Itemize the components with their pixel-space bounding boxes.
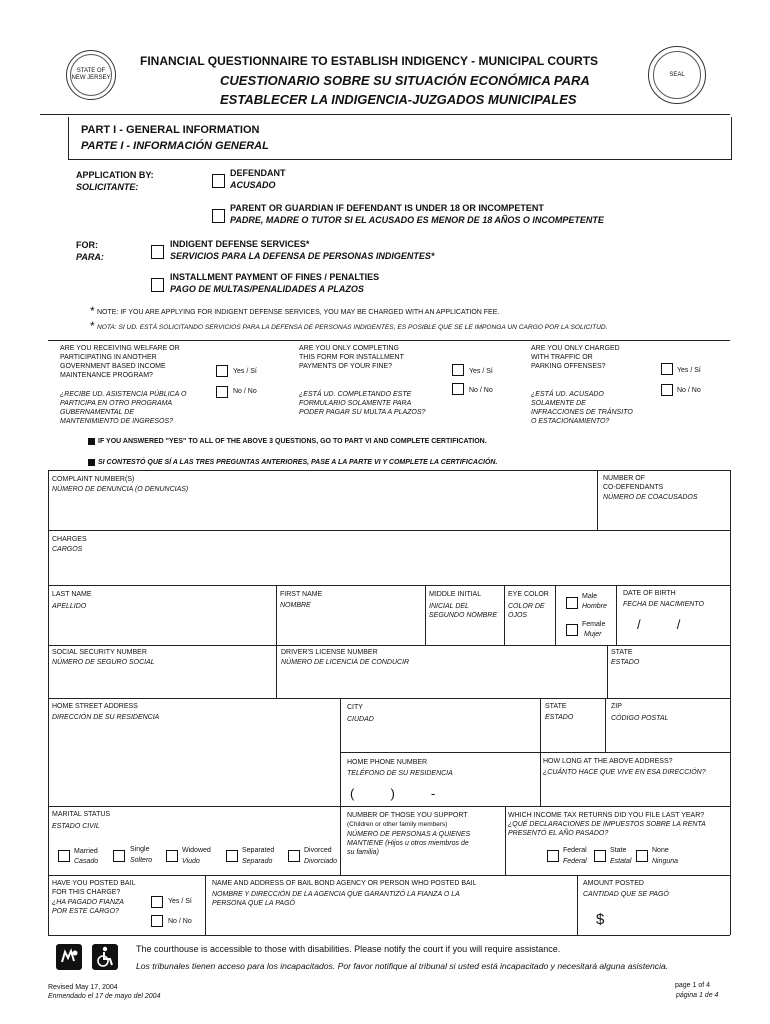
bullet-icon [88,438,95,445]
divorced-label-es: Divorciado [304,858,338,865]
welfare-no-checkbox[interactable] [216,386,228,398]
revised-date-es: Enmendado el 17 de mayo del 2004 [48,993,161,1000]
support-label: NUMBER OF THOSE YOU SUPPORT [347,812,468,819]
none-tax-label: None [652,847,669,854]
traffic-no-checkbox[interactable] [661,384,673,396]
welfare-question-es: ¿RECIBE UD. ASISTENCIA PÚBLICA O PARTICIPA EN OTRO PROGRAMA GUBERNAMENTAL DE MANTENIMIENTO DE INGRESOS? [60,391,187,425]
none-tax-label-es: Ninguna [652,858,679,865]
tax-label: WHICH INCOME TAX RETURNS DID YOU FILE LAST YEAR? [508,812,705,819]
married-checkbox[interactable] [58,850,70,862]
installment-question: ARE YOU ONLY COMPLETING THIS FORM FOR INSTALLMENT PAYMENTS OF YOUR FINE? [299,345,404,370]
installment-yes-checkbox[interactable] [452,364,464,376]
divider [504,585,505,645]
note-asterisk: * [90,304,95,318]
eye-color-label-es: COLOR DE OJOS [508,603,545,619]
female-label: Female [582,621,606,628]
traffic-question-es: ¿ESTÁ UD. ACUSADO SOLAMENTE DE INFRACCIONES DE TRÁNSITO O ESTACIONAMIENTO? [531,391,633,425]
single-label-es: Soltero [130,857,153,864]
divider [48,470,730,471]
installment-payment-label: INSTALLMENT PAYMENT OF FINES / PENALTIES [170,272,380,282]
form-title-es-2: ESTABLECER LA INDIGENCIA-JUZGADOS MUNICIPALES [220,92,577,107]
divorced-checkbox[interactable] [288,850,300,862]
state-label: STATE [545,703,567,710]
court-seal-logo [648,46,706,104]
page-number: page 1 of 4 [675,982,711,989]
defendant-label: DEFENDANT [230,168,286,178]
widowed-label-es: Viudo [182,858,200,865]
amount-posted-label-es: CANTIDAD QUE SE PAGÓ [583,891,669,898]
dl-state-label-es: ESTADO [611,659,640,666]
divider [616,585,617,645]
divorced-label: Divorced [304,847,332,854]
yes-instruction: IF YOU ANSWERED "YES" TO ALL OF THE ABOVE 3 QUESTIONS, GO TO PART VI AND COMPLETE CERTIFICATION. [98,438,487,445]
divider [48,530,730,531]
part1-title-es: PARTE I - INFORMACIÓN GENERAL [81,140,269,152]
amount-posted-label: AMOUNT POSTED [583,880,644,887]
dob-label-es: FECHA DE NACIMIENTO [623,601,704,608]
note-asterisk-es: * [90,319,95,333]
female-checkbox[interactable] [566,624,578,636]
federal-label: Federal [563,847,587,854]
middle-initial-label: MIDDLE INITIAL [429,591,482,598]
traffic-question: ARE YOU ONLY CHARGED WITH TRAFFIC OR PARKING OFFENSES? [531,345,620,370]
application-label-es: SOLICITANTE: [76,182,139,192]
male-label: Male [582,593,598,600]
last-name-label-es: APELLIDO [52,603,87,610]
single-checkbox[interactable] [113,850,125,862]
address-label-es: DIRECCIÓN DE SU RESIDENCIA [52,714,160,721]
installment-yes-label: Yes / Sí [469,368,493,375]
installment-no-checkbox[interactable] [452,383,464,395]
form-title: FINANCIAL QUESTIONNAIRE TO ESTABLISH INDIGENCY - MUNICIPAL COURTS [140,54,599,68]
bail-label-es: ¿HA PAGADO FIANZA POR ESTE CARGO? [52,899,124,915]
divider [48,806,730,807]
defendant-checkbox[interactable] [212,174,225,188]
sign-language-icon [56,944,82,970]
installment-no-label: No / No [469,387,493,394]
yes-instruction-es: SI CONTESTÓ QUE SÍ A LAS TRES PREGUNTAS ANTERIORES, PASE A LA PARTE VI Y COMPLETE LA CERTIFICACIÓN. [98,459,498,466]
indigent-defense-label: INDIGENT DEFENSE SERVICES* [170,239,310,249]
for-label-es: PARA: [76,252,104,262]
charges-label: CHARGES [52,536,87,543]
none-tax-checkbox[interactable] [636,850,648,862]
welfare-question: ARE YOU RECEIVING WELFARE OR PARTICIPATING IN ANOTHER GOVERNMENT BASED INCOME MAINTENANCE PROGRAM? [60,345,180,379]
parent-guardian-checkbox[interactable] [212,209,225,223]
divider [48,645,730,646]
dollar-sign: $ [596,911,605,928]
single-label: Single [130,846,150,853]
divider [276,585,277,698]
separated-checkbox[interactable] [226,850,238,862]
divider [48,470,49,935]
complaint-label: COMPLAINT NUMBER(S) [52,476,135,483]
support-label-es: NÚMERO DE PERSONAS A QUIENES MANTIENE (Hijos u otros miembros de su familia) [347,831,471,856]
divider [540,698,541,806]
how-long-label-es: ¿CUÁNTO HACE QUE VIVE EN ESA DIRECCIÓN? [543,769,706,776]
phone-format: ( ) - [350,786,436,801]
revised-date: Revised May 17, 2004 [48,984,118,991]
indigent-defense-checkbox[interactable] [151,245,164,259]
married-label-es: Casado [74,858,99,865]
bail-agency-label: NAME AND ADDRESS OF BAIL BOND AGENCY OR PERSON WHO POSTED BAIL [212,880,477,887]
indigent-defense-label-es: SERVICIOS PARA LA DEFENSA DE PERSONAS INDIGENTES* [170,251,435,261]
part1-title: PART I - GENERAL INFORMATION [81,124,260,136]
divider [48,698,730,699]
installment-question-es: ¿ESTÁ UD. COMPLETANDO ESTE FORMULARIO SOLAMENTE PARA PODER PAGAR SU MULTA A PLAZOS? [299,391,426,416]
form-title-es-1: CUESTIONARIO SOBRE SU SITUACIÓN ECONÓMICA PARA [220,73,590,88]
parent-guardian-label: PARENT OR GUARDIAN IF DEFENDANT IS UNDER 18 OR INCOMPETENT [230,203,544,213]
seal-right-text: SEAL [653,51,701,99]
page-number-es: página 1 de 4 [676,992,719,999]
divider [48,935,730,936]
codefendants-label: NUMBER OF CO-DEFENDANTS [603,475,664,491]
state-tax-label: State [610,847,627,854]
female-label-es: Mujer [584,631,602,638]
application-label: APPLICATION BY: [76,170,154,180]
note-text: NOTE: IF YOU ARE APPLYING FOR INDIGENT DEFENSE SERVICES, YOU MAY BE CHARGED WITH AN APPLICATION FEE. [97,309,500,316]
state-seal-logo [66,50,116,100]
dl-label-es: NÚMERO DE LICENCIA DE CONDUCIR [281,659,410,666]
last-name-label: LAST NAME [52,591,92,598]
dl-state-label: STATE [611,649,633,656]
part1-header [68,117,732,160]
charges-label-es: CARGOS [52,546,83,553]
traffic-yes-label: Yes / Sí [677,367,701,374]
bail-yes-label: Yes / Sí [168,898,192,905]
male-checkbox[interactable] [566,597,578,609]
divider [40,114,730,115]
divider [48,875,730,876]
first-name-label-es: NOMBRE [280,602,311,609]
divider [577,875,578,935]
accessibility-notice: The courthouse is accessible to those with disabilities. Please notify the court if you will require assistance. [136,944,561,954]
address-label: HOME STREET ADDRESS [52,703,138,710]
first-name-label: FIRST NAME [280,591,323,598]
separated-label: Separated [242,847,275,854]
phone-label-es: TELÉFONO DE SU RESIDENCIA [347,770,453,777]
traffic-no-label: No / No [677,387,701,394]
state-label-es: ESTADO [545,714,574,721]
divider [205,875,206,935]
bail-no-checkbox[interactable] [151,915,163,927]
separated-label-es: Separado [242,858,273,865]
divider [340,752,730,753]
divider [505,806,506,875]
welfare-yes-label: Yes / Sí [233,368,257,375]
for-label: FOR: [76,240,98,250]
ssn-label: SOCIAL SECURITY NUMBER [52,649,147,656]
dob-label: DATE OF BIRTH [623,590,676,597]
how-long-label: HOW LONG AT THE ABOVE ADDRESS? [543,758,673,765]
divider [605,698,606,752]
divider [607,645,608,698]
dl-label: DRIVER'S LICENSE NUMBER [281,649,378,656]
eye-color-label: EYE COLOR [508,591,549,598]
codefendants-label-es: NÚMERO DE COACUSADOS [603,494,698,501]
middle-initial-label-es: INICIAL DEL SEGUNDO NOMBRE [429,603,498,619]
tax-label-es: ¿QUÉ DECLARACIONES DE IMPUESTOS SOBRE LA RENTA PRESENTÓ EL AÑO PASADO? [508,821,706,837]
zip-label-es: CÓDIGO POSTAL [611,715,669,722]
seal-left-text: STATE OF NEW JERSEY [70,54,112,96]
city-label-es: CIUDAD [347,716,374,723]
wheelchair-icon [92,944,118,970]
zip-label: ZIP [611,703,622,710]
widowed-label: Widowed [182,847,211,854]
dob-separators: / / [637,617,681,632]
ssn-label-es: NÚMERO DE SEGURO SOCIAL [52,659,155,666]
installment-payment-checkbox[interactable] [151,278,164,292]
complaint-label-es: NÚMERO DE DENUNCIA (O DENUNCIAS) [52,486,189,493]
divider [48,340,730,341]
divider [425,585,426,645]
city-label: CITY [347,704,363,711]
traffic-yes-checkbox[interactable] [661,363,673,375]
widowed-checkbox[interactable] [166,850,178,862]
married-label: Married [74,848,98,855]
male-label-es: Hombre [582,603,607,610]
state-tax-label-es: Estatal [610,858,632,865]
bail-yes-checkbox[interactable] [151,896,163,908]
divider [555,585,556,645]
note-text-es: NOTA: SI UD. ESTÁ SOLICITANDO SERVICIOS PARA LA DEFENSA DE PERSONAS INDIGENTES, ES POSIBLE QUE SE LE IMPONGA UN CARGO POR LA SOLICITUD. [97,324,608,331]
welfare-no-label: No / No [233,388,257,395]
marital-label-es: ESTADO CIVIL [52,823,100,830]
bullet-icon [88,459,95,466]
bail-agency-label-es: NOMBRE Y DIRECCIÓN DE LA AGENCIA QUE GARANTIZÓ LA FIANZA O LA PERSONA QUE LA PAGÓ [212,891,460,907]
divider [48,585,730,586]
bail-no-label: No / No [168,918,192,925]
federal-label-es: Federal [563,858,587,865]
divider [340,806,341,875]
defendant-label-es: ACUSADO [230,180,276,190]
divider [597,470,598,530]
support-sublabel: (Children or other family members) [347,821,448,828]
divider [340,698,341,806]
welfare-yes-checkbox[interactable] [216,365,228,377]
divider [730,470,731,935]
federal-checkbox[interactable] [547,850,559,862]
phone-label: HOME PHONE NUMBER [347,759,428,766]
state-tax-checkbox[interactable] [594,850,606,862]
parent-guardian-label-es: PADRE, MADRE O TUTOR SI EL ACUSADO ES MENOR DE 18 AÑOS O INCOMPETENTE [230,215,604,225]
accessibility-notice-es: Los tribunales tienen acceso para los incapacitados. Por favor notifique al tribunal si usted está incapacitado y necesitará alguna asistencia. [136,961,669,971]
bail-label: HAVE YOU POSTED BAIL FOR THIS CHARGE? [52,880,136,896]
installment-payment-label-es: PAGO DE MULTAS/PENALIDADES A PLAZOS [170,284,364,294]
marital-label: MARITAL STATUS [52,811,111,818]
